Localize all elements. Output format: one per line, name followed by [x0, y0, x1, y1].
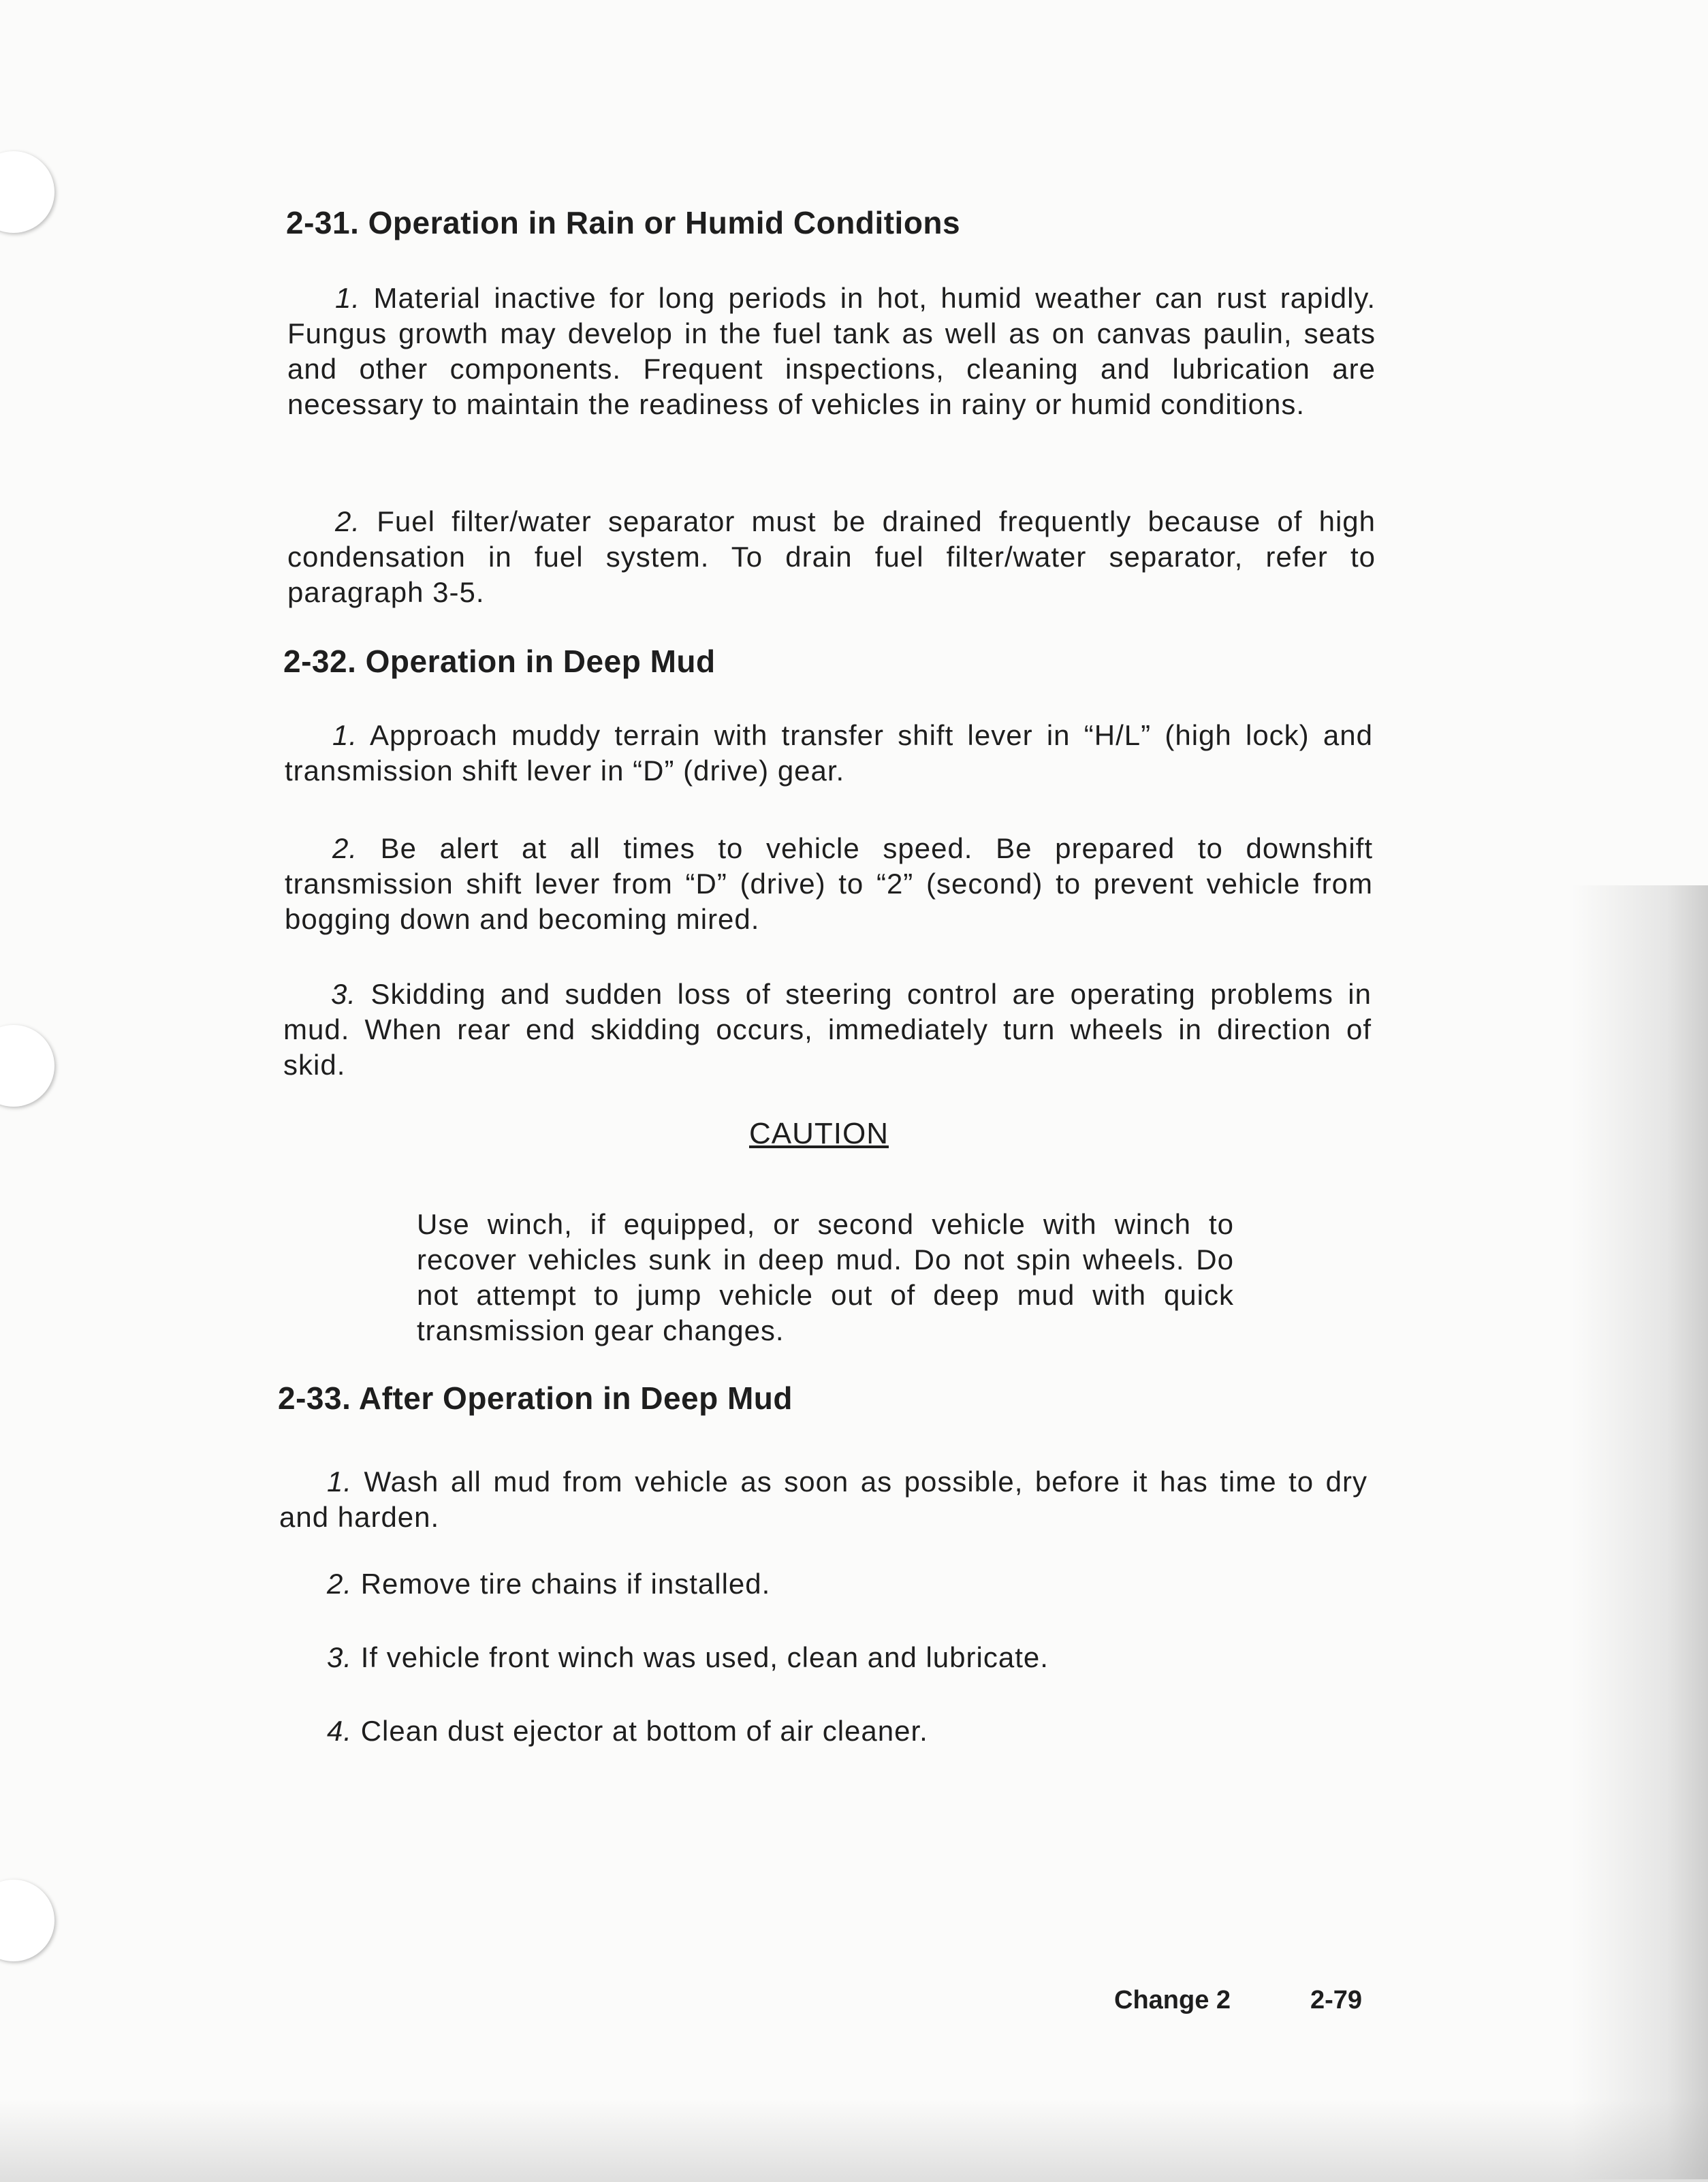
paragraph-number: 2. [327, 1568, 353, 1600]
paragraph-text: If vehicle front winch was used, clean and lubricate. [360, 1641, 1049, 1673]
paragraph-2-31-2 [287, 504, 1376, 610]
footer-change-label: Change 2 [1114, 1986, 1231, 2014]
paragraph-number: 4. [327, 1715, 353, 1747]
paragraph-2-31-1 [287, 281, 1376, 422]
paragraph-2-33-1 [279, 1464, 1367, 1535]
paragraph-text: Remove tire chains if installed. [360, 1568, 771, 1600]
section-heading-2-32: 2-32. Operation in Deep Mud [283, 644, 716, 679]
section-heading-2-31: 2-31. Operation in Rain or Humid Conditions [286, 205, 961, 240]
paragraph-number: 2. [335, 505, 361, 537]
paragraph-text: Fuel filter/water separator must be drained frequently because of high condensation in fuel system. To drain fuel filter/water separator, refer to paragraph 3-5. [287, 505, 1376, 608]
paragraph-text: Clean dust ejector at bottom of air cleaner. [360, 1715, 928, 1747]
paragraph-text: Skidding and sudden loss of steering control are operating problems in mud. When rear end skidding occurs, immediately turn wheels in direction of skid. [283, 978, 1372, 1081]
paragraph-2-33-2 [279, 1566, 1367, 1602]
binder-hole-top [0, 151, 54, 233]
binder-hole-bottom [0, 1880, 54, 1961]
binder-hole-middle [0, 1025, 54, 1107]
paragraph-number: 3. [331, 978, 357, 1010]
paragraph-text: Wash all mud from vehicle as soon as possible, before it has time to dry and harden. [279, 1466, 1367, 1533]
section-heading-2-33: 2-33. After Operation in Deep Mud [278, 1380, 793, 1416]
paragraph-text: Material inactive for long periods in hot, humid weather can rust rapidly. Fungus growth may develop in the fuel tank as well as on canvas paulin, seats and other components. Frequent inspections, cleaning and lubrication are necessary to maintain the readiness of vehicles in rainy or humid conditions. [287, 282, 1376, 420]
paragraph-text: Approach muddy terrain with transfer shift lever in “H/L” (high lock) and transmission shift lever in “D” (drive) gear. [285, 719, 1374, 787]
paragraph-number: 3. [327, 1641, 353, 1673]
paragraph-number: 1. [327, 1466, 353, 1498]
paragraph-number: 1. [332, 719, 358, 751]
caution-title: CAUTION [749, 1117, 889, 1150]
paragraph-2-32-1 [285, 718, 1373, 789]
scan-shading-right [1572, 885, 1708, 2179]
paragraph-2-32-2 [285, 831, 1373, 937]
footer-page-number: 2-79 [1310, 1986, 1363, 2014]
paragraph-number: 2. [332, 832, 358, 864]
caution-text: Use winch, if equipped, or second vehicle with winch to recover vehicles sunk in deep mud. Do not spin wheels. Do not attempt to jump vehicle out of deep mud with quick transmission gear changes. [417, 1208, 1234, 1346]
paragraph-2-32-3 [283, 977, 1372, 1083]
paragraph-text: Be alert at all times to vehicle speed. Be prepared to downshift transmission shift lever from “D” (drive) to “2” (second) to prevent vehicle from bogging down and becoming mired. [285, 832, 1373, 935]
paragraph-number: 1. [335, 282, 361, 314]
paragraph-2-33-3 [279, 1640, 1367, 1675]
scan-shading-bottom [0, 2100, 1708, 2182]
paragraph-2-33-4 [279, 1713, 1367, 1749]
